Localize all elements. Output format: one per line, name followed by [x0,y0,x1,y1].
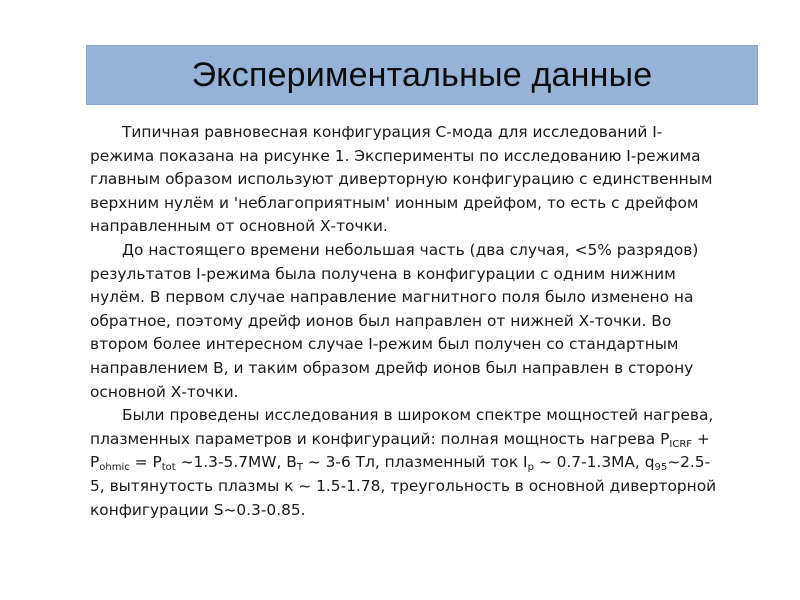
line-3-mid-4: ~ 0.7-1.3MA, q [533,453,655,472]
symbol-p: P [90,453,100,472]
subscript-tot: tot [161,462,176,474]
paragraph-2-line-2: результатов I-режима была получена в конфигурации с одним нижним [90,264,676,283]
paragraph-2-line-6: направлением В, и таким образом дрейф ионов был направлен в сторону [90,358,694,377]
paragraph-2-line-4: обратное, поэтому дрейф ионов был направлен от нижней Х-точки. Во [90,311,672,330]
paragraph-2-line-3: нулём. В первом случае направление магнитного поля было изменено на [90,288,694,307]
line-2-text: плазменных параметров и конфигураций: полная мощность нагрева P [90,429,670,448]
slide-body [90,121,766,522]
paragraph-2-line-5: втором более интересном случае I-режим был получен со стандартным [90,335,679,354]
title-bar [86,45,758,105]
paragraph-1-line-2: режима показана на рисунке 1. Эксперименты по исследованию I-режима [90,146,701,165]
line-3-end: ~2.5- [667,453,711,472]
paragraph-3-line-5: конфигурации S~0.3-0.85. [90,500,306,519]
paragraph-3-line-4: 5, вытянутость плазмы к ~ 1.5-1.78, треугольность в основной диверторной [90,476,717,495]
paragraph-1-line-5: направленным от основной Х-точки. [90,217,388,236]
paragraph-2 [90,239,766,404]
slide-title: Экспериментальные данные [191,55,653,94]
paragraph-2-line-1: До настоящего времени небольшая часть (два случая, <5% разрядов) [122,240,699,259]
subscript-icrf: ICRF [669,438,693,450]
paragraph-1-line-3: главным образом используют диверторную конфигурацию с единственным [90,170,713,189]
subscript-t: T [296,462,303,474]
line-3-mid-1: = P [129,453,162,472]
paragraph-1-line-4: верхним нулём и 'неблагоприятным' ионным дрейфом, то есть с дрейфом [90,193,699,212]
subscript-95: 95 [654,462,668,474]
line-3-mid-2: ~1.3-5.7MW, B [175,453,297,472]
paragraph-3-line-2 [90,428,766,452]
paragraph-1 [90,121,766,239]
paragraph-3-line-1: Были проведены исследования в широком спектре мощностей нагрева, [122,406,714,425]
subscript-p: p [527,462,534,474]
paragraph-3-line-3 [90,451,766,475]
paragraph-3 [90,404,766,522]
subscript-ohmic: ohmic [99,462,130,474]
paragraph-2-line-7: основной Х-точки. [90,382,239,401]
line-3-mid-3: ~ 3-6 Тл, плазменный ток I [302,453,528,472]
paragraph-1-line-1: Типичная равновесная конфигурация С-мода для исследований I- [122,123,663,141]
line-2-end: + [692,429,710,448]
